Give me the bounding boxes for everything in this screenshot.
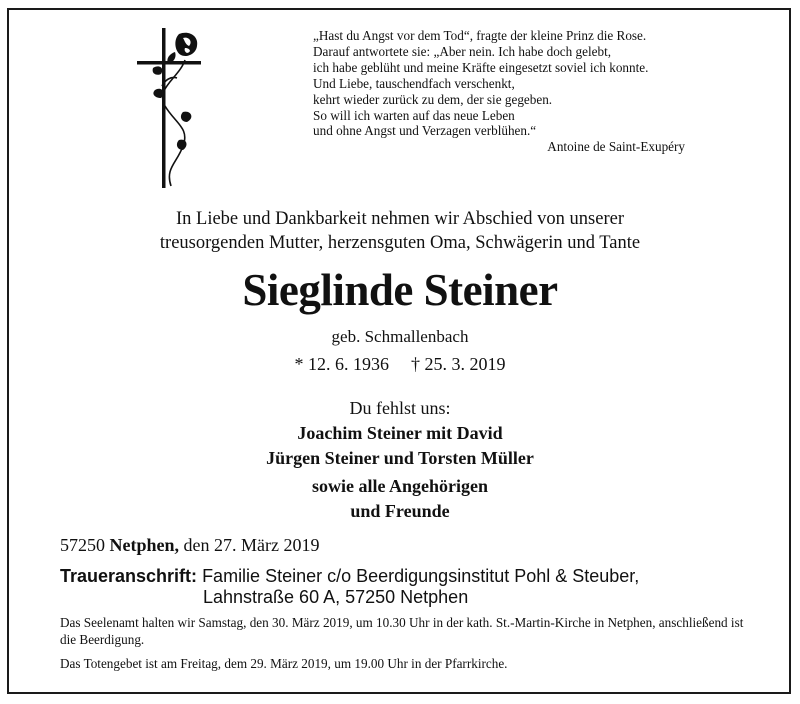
service-notes xyxy=(60,614,760,679)
mourners-list xyxy=(0,421,800,523)
postcode: 57250 xyxy=(60,535,105,555)
mourner-line: Jürgen Steiner und Torsten Müller xyxy=(266,447,534,468)
poem-quote xyxy=(313,28,733,155)
mourner-line: Joachim Steiner mit David xyxy=(297,423,503,443)
notice-date: den 27. März 2019 xyxy=(183,535,320,555)
address-label: Traueranschrift: xyxy=(60,566,198,586)
poem-line: „Hast du Angst vor dem Tod“, fragte der kleine Prinz die Rose. xyxy=(313,28,647,43)
birth-date: * 12. 6. 1936 xyxy=(294,354,389,374)
address-line-2: Lahnstraße 60 A, 57250 Netphen xyxy=(203,587,469,607)
poem-line: kehrt wieder zurück zu dem, der sie gegeben. xyxy=(313,91,553,107)
intro-line-1: In Liebe und Dankbarkeit nehmen wir Abschied von unserer xyxy=(176,209,624,229)
birth-name: geb. Schmallenbach xyxy=(331,327,469,346)
poem-line: So will ich warten auf das neue Leben xyxy=(313,107,515,123)
place-date xyxy=(60,533,319,557)
intro-line-2: treusorgenden Mutter, herzensguten Oma, Schwägerin und Tante xyxy=(159,233,641,253)
deceased-name: Sieglinde Steiner xyxy=(242,265,558,315)
poem-line: Und Liebe, tauschendfach verschenkt, xyxy=(313,75,515,91)
poem-line: Darauf antwortete sie: „Aber nein. Ich habe doch gelebt, xyxy=(313,43,612,59)
mourners-heading: Du fehlst uns: xyxy=(349,398,451,418)
poem-author: Antoine de Saint-Exupéry xyxy=(547,139,685,155)
address-line-1: Familie Steiner c/o Beerdigungsinstitut Pohl & Steuber, xyxy=(202,566,640,586)
poem-line: und ohne Angst und Verzagen verblühen.“ xyxy=(313,123,537,139)
cross-with-rose-icon xyxy=(135,28,215,190)
mourning-address xyxy=(60,566,639,608)
mourner-line: sowie alle Angehörigen xyxy=(312,476,488,496)
requiem-mass-note: Das Seelenamt halten wir Samstag, den 30. März 2019, um 10.30 Uhr in der kath. St.-Martin-Kirche in Netphen, anschließend ist die Beerdigung. xyxy=(60,615,744,647)
life-dates xyxy=(0,352,800,376)
intro-text xyxy=(0,207,800,255)
town: Netphen, xyxy=(109,535,180,555)
prayer-note: Das Totengebet ist am Freitag, dem 29. März 2019, um 19.00 Uhr in der Pfarrkirche. xyxy=(60,656,508,671)
poem-line: ich habe geblüht und meine Kräfte eingesetzt soviel ich konnte. xyxy=(313,59,649,75)
death-date: † 25. 3. 2019 xyxy=(411,354,506,374)
mourner-line: und Freunde xyxy=(350,500,450,521)
